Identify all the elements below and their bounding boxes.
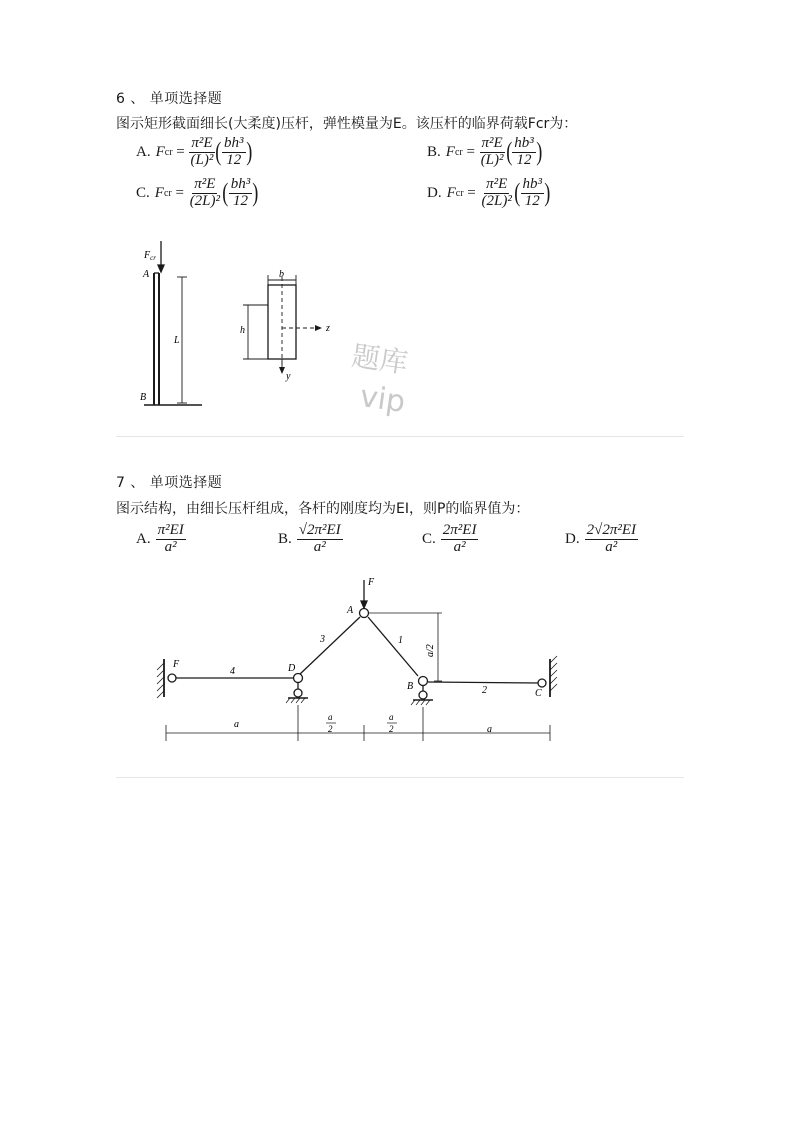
label-c: C	[535, 688, 542, 699]
option-fraction: $\frac{\text{π²E}}{\text{(2L)²}}$	[189, 176, 221, 209]
hinge-c	[538, 679, 546, 687]
option-fraction: $\frac{\text{π²E}}{\text{(L)²}}$	[190, 135, 214, 168]
option-label: C.	[136, 184, 150, 201]
member-3	[299, 617, 360, 675]
separator	[116, 436, 684, 437]
option-fraction: $\frac{\text{π²E}}{\text{(L)²}}$	[480, 135, 504, 168]
option-fraction: $\frac{\text{2√2π²EI}}{\text{a²}}$	[586, 522, 636, 555]
label-d: D	[288, 663, 296, 674]
hinge-a	[360, 609, 369, 618]
hinge-b	[419, 677, 428, 686]
label-l: L	[174, 335, 180, 346]
q6-figure	[130, 235, 360, 415]
option-sub: cr	[163, 187, 172, 199]
option-inertia: $\frac{\text{hb³}}{12}$	[522, 176, 543, 209]
option-lhs: F	[154, 184, 164, 201]
member-1	[368, 617, 418, 676]
hinge-f	[168, 674, 176, 682]
hinge-d	[294, 674, 303, 683]
label-fcr: $F_{cr}$	[144, 250, 156, 262]
label-member-1: 1	[398, 635, 403, 646]
option-lhs: F	[445, 143, 455, 160]
q6-option-a[interactable]: A. F cr = $\frac{\text{π²E}}{\text{(L)²}}$ ( $\frac{\text{bh³}}{12}$ )	[136, 135, 252, 168]
label-dim-4: a	[487, 724, 492, 735]
option-sub: cr	[454, 146, 463, 158]
q6-option-b[interactable]: B. F cr = $\frac{\text{π²E}}{\text{(L)²}}$ ( $\frac{\text{hb³}}{12}$ )	[427, 135, 543, 168]
svg-text:2: 2	[328, 724, 333, 734]
q7-question-text: 图示结构，由细长压杆组成，各杆的刚度均为EI，则P的临界值为：	[116, 501, 530, 517]
option-label: C.	[422, 530, 436, 547]
watermark-line2: vip	[357, 379, 408, 420]
member-2	[428, 682, 540, 683]
option-label: D.	[427, 184, 442, 201]
label-member-2: 2	[482, 685, 487, 696]
q7-figure	[150, 575, 570, 750]
option-label: D.	[565, 530, 580, 547]
label-b: B	[407, 681, 414, 692]
q6-option-c[interactable]: C. F cr = $\frac{\text{π²E}}{\text{(2L)²}}$ ( $\frac{\text{bh³}}{12}$ )	[136, 176, 259, 209]
watermark-line1: 题库	[349, 339, 410, 380]
label-dim-1: a	[234, 719, 239, 730]
label-member-4: 4	[230, 666, 235, 677]
label-a: A	[347, 605, 354, 616]
roller-d	[294, 689, 302, 697]
option-inertia: $\frac{\text{bh³}}{12}$	[230, 176, 251, 209]
option-fraction: $\frac{\text{π²EI}}{\text{a²}}$	[157, 522, 184, 555]
label-z: z	[326, 323, 330, 334]
label-dim-2	[326, 712, 336, 734]
label-load: F	[368, 577, 375, 588]
q7-option-d[interactable]	[565, 523, 638, 556]
label-y: y	[286, 371, 291, 382]
q7-option-b[interactable]	[278, 523, 343, 556]
option-sub: cr	[164, 146, 173, 158]
option-label: A.	[136, 530, 151, 547]
roller-b	[419, 691, 427, 699]
separator	[116, 777, 684, 778]
q7-header: 7 、 单项选择题	[116, 475, 223, 491]
option-sub: cr	[455, 187, 464, 199]
option-lhs: F	[446, 184, 456, 201]
option-fraction: $\frac{\text{2π²EI}}{\text{a²}}$	[442, 522, 477, 555]
option-inertia: $\frac{\text{hb³}}{12}$	[514, 135, 534, 168]
label-h: h	[240, 325, 245, 336]
label-b-point: B	[140, 392, 147, 403]
option-fraction: $\frac{\text{π²E}}{\text{(2L)²}}$	[481, 176, 512, 209]
label-member-3: 3	[320, 634, 325, 645]
label-f: F	[173, 659, 180, 670]
option-inertia: $\frac{\text{bh³}}{12}$	[224, 135, 244, 168]
q6-header: 6 、 单项选择题	[116, 91, 223, 107]
label-dim-3	[387, 712, 397, 734]
q7-option-c[interactable]	[422, 523, 478, 556]
svg-text:a: a	[328, 712, 333, 722]
option-fraction: $\frac{\text{√2π²EI}}{\text{a²}}$	[298, 522, 341, 555]
option-label: B.	[278, 530, 292, 547]
svg-text:a: a	[389, 712, 394, 722]
q6-option-d[interactable]: D. F cr = $\frac{\text{π²E}}{\text{(2L)²}}$ ( $\frac{\text{hb³}}{12}$ )	[427, 176, 551, 209]
option-lhs: F	[155, 143, 165, 160]
q7-option-a[interactable]	[136, 523, 186, 556]
label-a: A	[143, 269, 150, 280]
svg-text:2: 2	[389, 724, 394, 734]
q6-question-text: 图示矩形截面细长(大柔度)压杆，弹性模量为E。该压杆的临界荷载Fcr为：	[116, 116, 578, 132]
label-b-width: b	[279, 269, 284, 280]
option-label: B.	[427, 143, 441, 160]
option-label: A.	[136, 143, 151, 160]
label-height-dim: a/2	[425, 644, 436, 657]
